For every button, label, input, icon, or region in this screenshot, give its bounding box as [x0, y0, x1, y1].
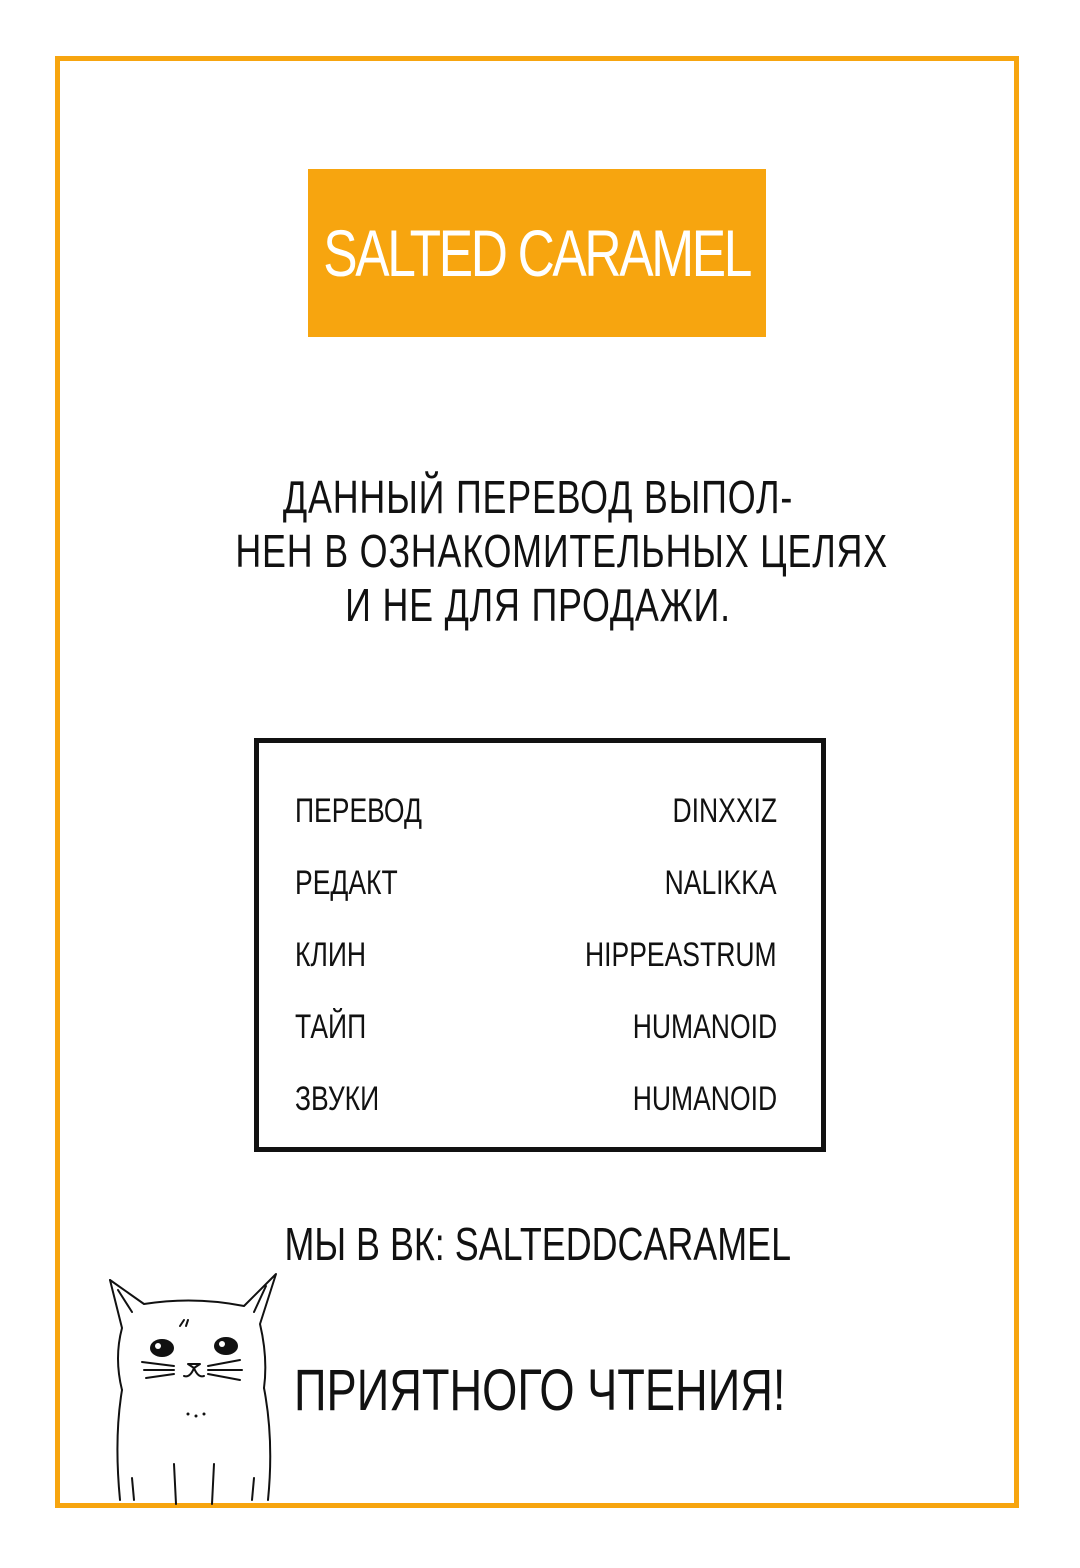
credit-name: NALIKKA [664, 864, 777, 902]
credits-box [254, 738, 826, 1152]
brand-banner [308, 169, 766, 337]
credit-name: HIPPEASTRUM [585, 936, 777, 974]
credit-role: КЛИН [295, 936, 367, 974]
disclaimer-line: НЕН В ОЗНАКОМИТЕЛЬНЫХ ЦЕЛЯХ [235, 525, 888, 577]
credit-name: HUMANOID [632, 1008, 777, 1046]
credit-role: ТАЙП [295, 1008, 367, 1046]
vk-text: МЫ В ВК: SALTEDDCARAMEL [284, 1218, 792, 1270]
credit-name: DINXXIZ [672, 792, 777, 830]
credit-row-editing [295, 863, 777, 903]
disclaimer-line: И НЕ ДЛЯ ПРОДАЖИ. [345, 579, 731, 631]
disclaimer-text [150, 470, 926, 632]
greeting-text: ПРИЯТНОГО ЧТЕНИЯ! [294, 1358, 786, 1423]
cat-illustration-icon [104, 1268, 284, 1508]
credit-role: ПЕРЕВОД [295, 792, 422, 830]
credit-row-translation [295, 791, 777, 831]
vk-link-text [200, 1216, 876, 1272]
credit-row-cleaning [295, 935, 777, 975]
credit-role: ЗВУКИ [295, 1080, 380, 1118]
disclaimer-line: ДАННЫЙ ПЕРЕВОД ВЫПОЛ- [282, 471, 794, 523]
credit-row-typesetting [295, 1007, 777, 1047]
credit-name: HUMANOID [632, 1080, 777, 1118]
credit-role: РЕДАКТ [295, 864, 398, 902]
credit-row-sounds [295, 1079, 777, 1119]
brand-title: SALTED CARAMEL [323, 216, 751, 290]
